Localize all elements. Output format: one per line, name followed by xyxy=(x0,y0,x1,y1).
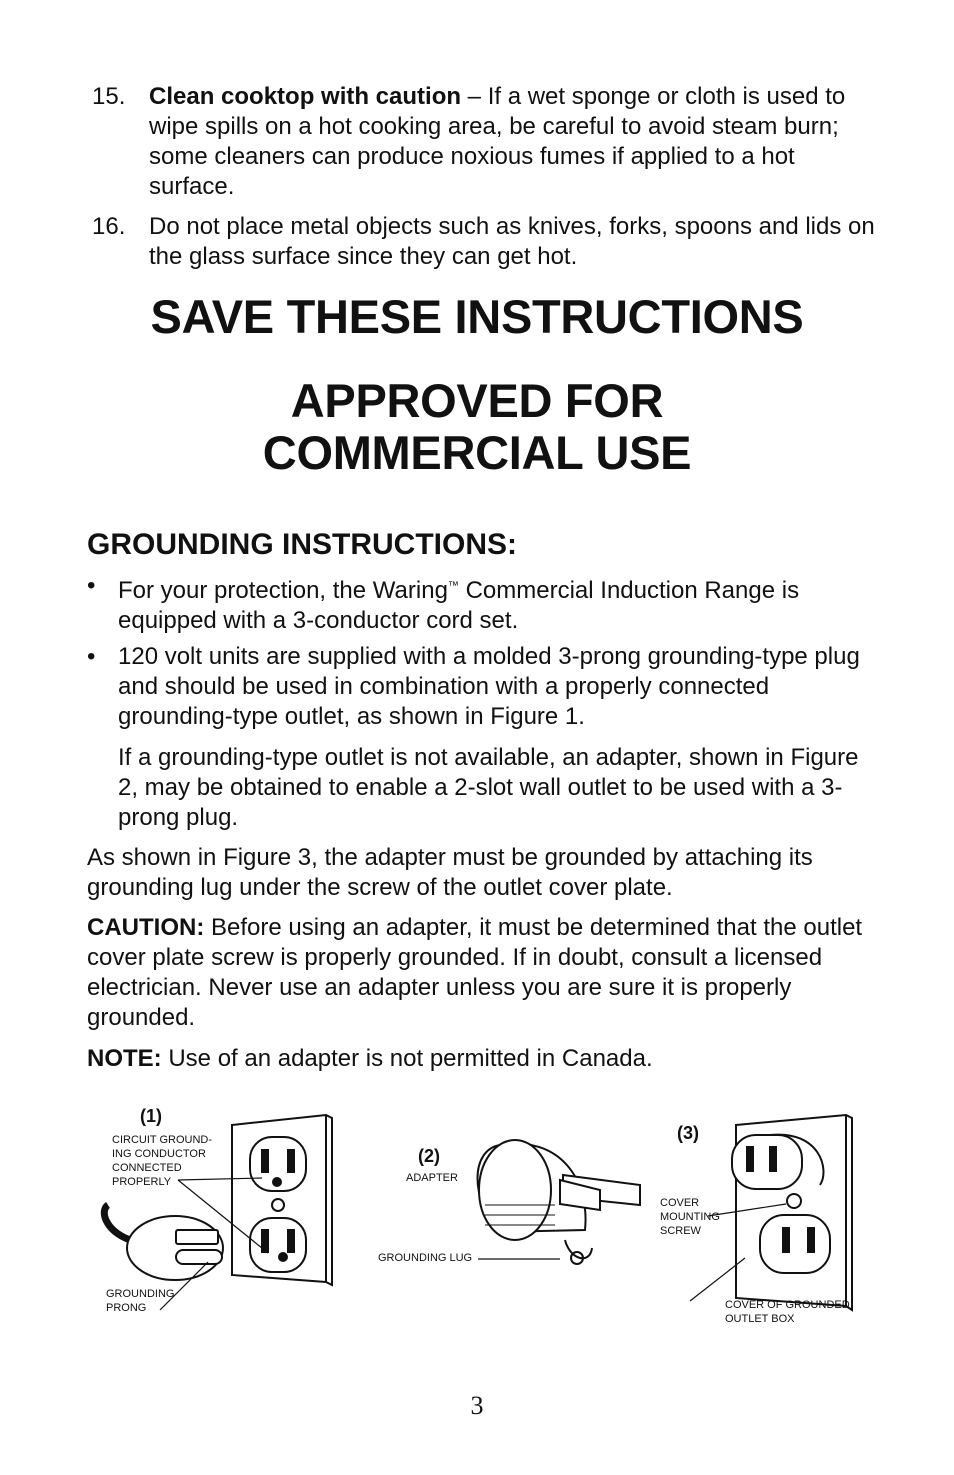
bullet-dot: • xyxy=(87,572,96,599)
note-text: Use of an adapter is not permitted in Canada. xyxy=(161,1045,653,1072)
callout-line: GROUNDING xyxy=(106,1288,175,1300)
item-number: 15. xyxy=(92,83,126,110)
callout-line: ING CONDUCTOR xyxy=(112,1148,206,1160)
callout-line: SCREW xyxy=(660,1225,701,1237)
trademark: ™ xyxy=(447,580,459,592)
callout-line: OUTLET BOX xyxy=(725,1313,795,1325)
figure-2-adapter-callout: ADAPTER xyxy=(406,1172,458,1184)
callout-line: PRONG xyxy=(106,1302,147,1314)
figure-1-label: (1) xyxy=(140,1106,162,1126)
figure-2-label: (2) xyxy=(418,1146,440,1166)
item-text: – If a wet sponge or cloth is used to wipe spills on a hot cooking area, be careful to avoid steam burn; some cleaners can produce noxious fumes if applied to a hot surface. xyxy=(149,83,846,200)
save-instructions-heading: SAVE THESE INSTRUCTIONS xyxy=(150,290,804,343)
figure-1-callout xyxy=(112,1133,212,1189)
callout-line: CONNECTED xyxy=(112,1162,182,1174)
item-number: 16. xyxy=(92,213,126,240)
bullet-text: 120 volt units are supplied with a molded 3-prong grounding-type plug and should be used in combination with a properly connected grounding-type outlet, as shown in Figure 1. xyxy=(118,643,860,730)
caution-text: Before using an adapter, it must be determined that the outlet cover plate screw is properly grounded. If in doubt, consult a licensed electrician. Never use an adapter unless you are sure it is properly grounded. xyxy=(87,914,863,1031)
bullet-text-pre: For your protection, the Waring xyxy=(118,577,448,604)
paragraph-figure-3: As shown in Figure 3, the adapter must be grounded by attaching its grounding lug under the screw of the outlet cover plate. xyxy=(87,844,813,901)
callout-line: MOUNTING xyxy=(660,1211,720,1223)
figure-3-box-callout xyxy=(725,1298,850,1326)
figure-1-outlet-plate xyxy=(232,1115,332,1285)
grounding-title: GROUNDING INSTRUCTIONS: xyxy=(87,528,517,561)
bullet-continuation: If a grounding-type outlet is not available, an adapter, shown in Figure 2, may be obtained to enable a 2-slot wall outlet to be used with a 3-prong plug. xyxy=(118,744,859,831)
figure-3-screw-callout xyxy=(660,1196,720,1238)
callout-line: CIRCUIT GROUND- xyxy=(112,1134,213,1146)
note-label: NOTE: xyxy=(87,1045,162,1072)
figure-3-label: (3) xyxy=(677,1123,699,1143)
page-number: 3 xyxy=(470,1391,484,1420)
figure-2-adapter xyxy=(478,1140,641,1264)
approved-heading-line-1: APPROVED FOR xyxy=(290,374,664,427)
item-text: Do not place metal objects such as knives, forks, spoons and lids on the glass surface since they can get hot. xyxy=(149,213,875,270)
callout-line: COVER xyxy=(660,1197,700,1209)
figure-1-plug xyxy=(104,1205,223,1280)
figure-2-lug-callout: GROUNDING LUG xyxy=(378,1252,473,1264)
bullet-text-post: Commercial Induction Range is equipped with a 3-conductor cord set. xyxy=(118,577,800,634)
approved-heading-line-2: COMMERCIAL USE xyxy=(262,426,692,479)
bullet-dot: • xyxy=(87,643,96,670)
figure-1-prong-callout xyxy=(106,1287,174,1315)
caution-label: CAUTION: xyxy=(87,914,205,941)
figure-3-outlet xyxy=(732,1115,852,1310)
item-lead: Clean cooktop with caution xyxy=(149,83,462,110)
callout-line: COVER OF GROUNDED xyxy=(725,1299,850,1311)
callout-line: PROPERLY xyxy=(112,1176,172,1188)
